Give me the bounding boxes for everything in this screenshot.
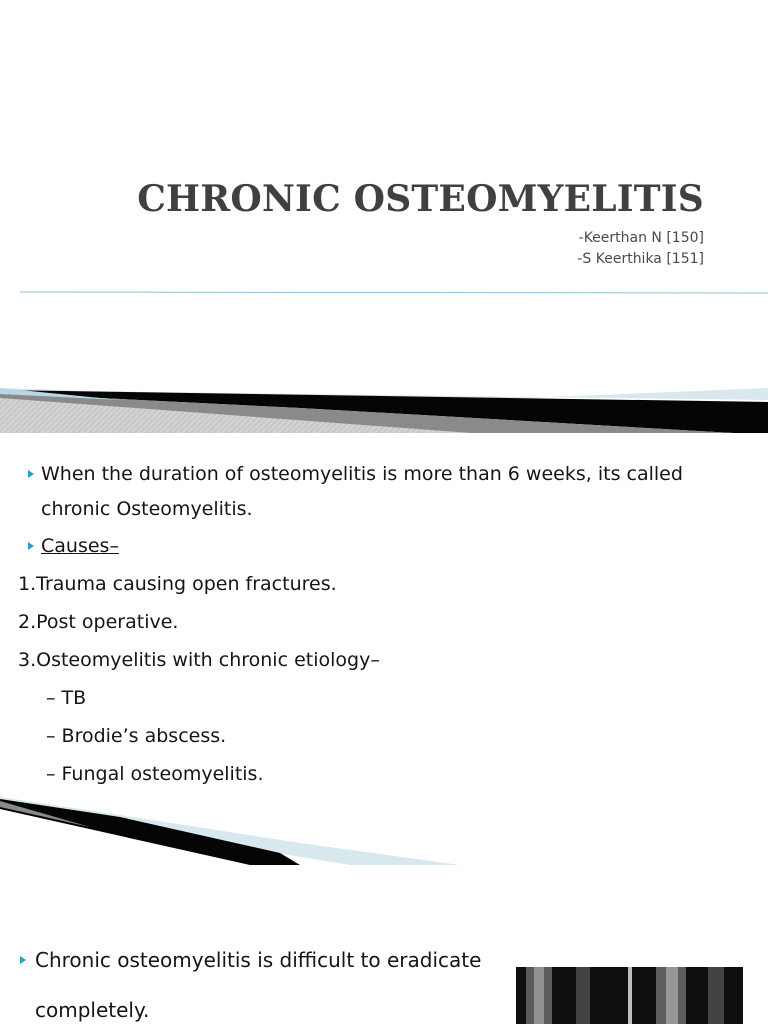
title-slide [0,0,768,433]
bullet-marker [28,542,34,550]
causes-slide [0,433,768,865]
decorative-swoosh [0,360,768,433]
bullet-marker [20,956,26,964]
author-list [577,228,704,270]
causes-heading: Causes– [41,535,119,557]
sub-cause-item: – Fungal osteomyelitis. [46,763,264,785]
xray-image [516,967,743,1024]
bullet-marker [28,470,34,478]
difficulty-line-2: completely. [35,998,150,1022]
sub-cause-item: – Brodie’s abscess. [46,725,227,747]
cause-item: 3.Osteomyelitis with chronic etiology– [18,649,380,671]
sub-cause-item: – TB [46,687,87,709]
cause-item: 2.Post operative. [18,611,179,633]
author-2: -S Keerthika [151] [577,251,704,267]
author-1: -Keerthan N [150] [578,230,704,246]
accent-line [0,285,768,297]
definition-line-1: When the duration of osteomyelitis is more than 6 weeks, its called [41,463,683,485]
cause-item: 1.Trauma causing open fractures. [18,573,337,595]
difficulty-slide [0,865,768,1024]
decorative-swoosh [0,793,768,865]
difficulty-line-1: Chronic osteomyelitis is difficult to eradicate [35,948,482,972]
slide-title: CHRONIC OSTEOMYELITIS [137,178,704,220]
xray-bones [516,967,743,1024]
definition-line-2: chronic Osteomyelitis. [41,498,253,520]
